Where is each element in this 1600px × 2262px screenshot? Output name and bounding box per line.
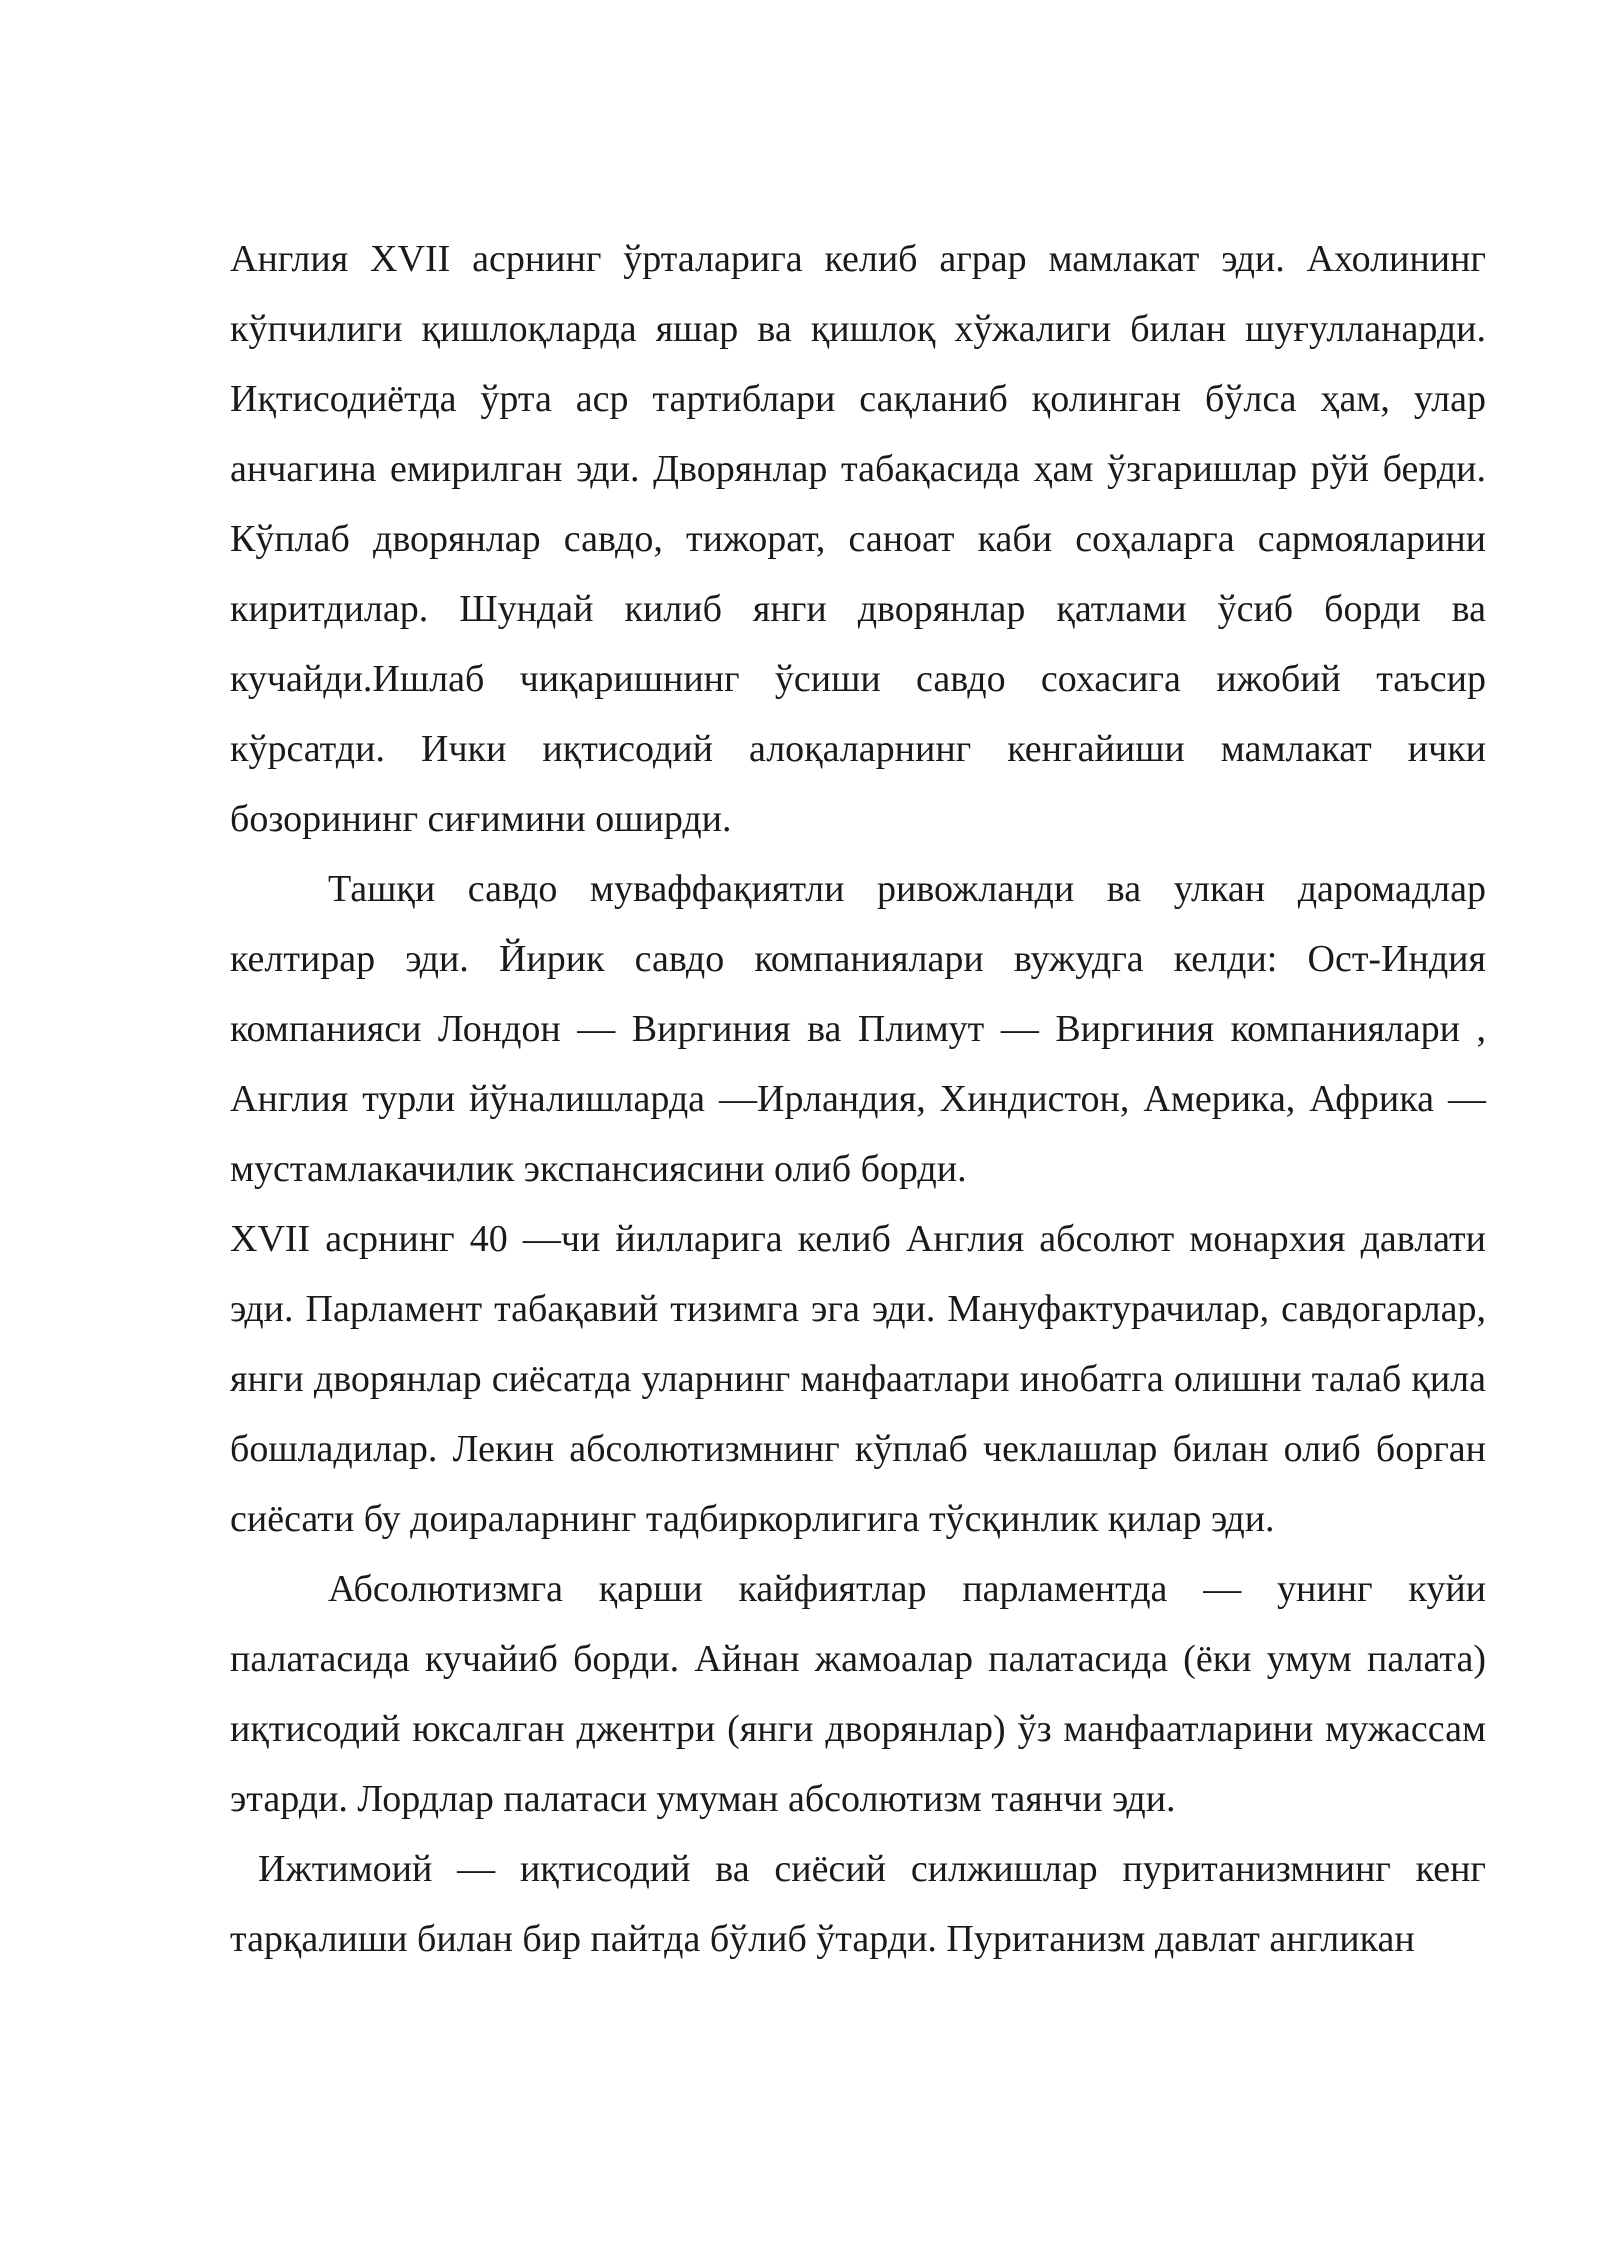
paragraph-absolute-monarchy: XVII асрнинг 40 —чи йилларига келиб Англия абсолют монархия давлати эди. Парламент табақавий тизимга эга эди. Мануфактурачилар, савдогарлар, янги дворянлар сиёсатда уларнинг манфаатлари инобатга олишни талаб қила бошладилар. Лекин абсолютизмнинг кўплаб чеклашлар билан олиб борган сиёсати бу доираларнинг тадбиркорлигига тўсқинлик қилар эди. xyxy=(230,1218,1486,1540)
paragraph-parliament-opposition: Абсолютизмга қарши кайфиятлар парламентда — унинг куйи палатасида кучайиб борди. Айнан жамоалар палатасида (ёки умум палата) иқтисодий юксалган джентри (янги дворянлар) ўз манфаатларини мужассам этарди. Лордлар палатаси умуман абсолютизм таянчи эди. xyxy=(230,1568,1486,1820)
paragraph-foreign-trade: Ташқи савдо муваффақиятли ривожланди ва улкан даромадлар келтирар эди. Йирик савдо компаниялари вужудга келди: Ост-Индия компанияси Лондон — Виргиния ва Плимут — Виргиния компаниялари , Англия турли йўналишларда —Ирландия, Хиндистон, Америка, Африка — мустамлакачилик экспансиясини олиб борди. xyxy=(230,868,1486,1190)
document-body xyxy=(230,224,1486,1974)
paragraph-england-agrarian: Англия XVII асрнинг ўрталарига келиб аграр мамлакат эди. Ахолининг кўпчилиги қишлоқларда яшар ва қишлоқ хўжалиги билан шуғулланарди. Иқтисодиётда ўрта аср тартиблари сақланиб қолинган бўлса ҳам, улар анчагина емирилган эди. Дворянлар табақасида ҳам ўзгаришлар рўй берди. Кўплаб дворянлар савдо, тижорат, саноат каби соҳаларга сармояларини киритдилар. Шундай килиб янги дворянлар қатлами ўсиб борди ва кучайди.Ишлаб чиқаришнинг ўсиши савдо сохасига ижобий таъсир кўрсатди. Ички иқтисодий алоқаларнинг кенгайиши мамлакат ички бозорининг сиғимини оширди. xyxy=(230,238,1486,840)
paragraph-puritanism: Ижтимоий — иқтисодий ва сиёсий силжишлар пуританизмнинг кенг тарқалиши билан бир пайтда бўлиб ўтарди. Пуританизм давлат англикан xyxy=(230,1848,1486,1960)
